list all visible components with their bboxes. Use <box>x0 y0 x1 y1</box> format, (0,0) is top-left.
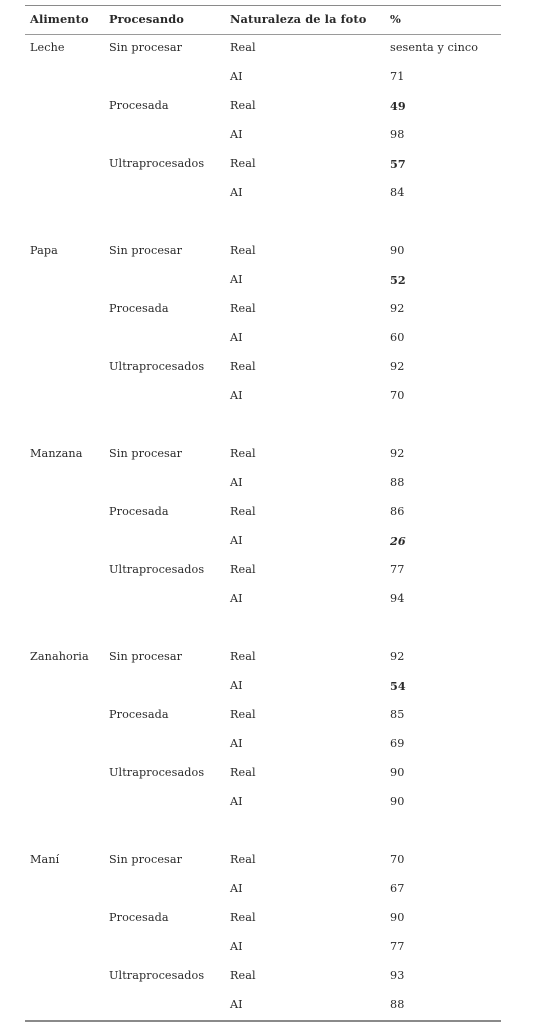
cell-nature: Real <box>230 853 256 866</box>
cell-processing: Sin procesar <box>109 853 183 866</box>
cell-percent: 70 <box>390 389 405 402</box>
cell-nature: AI <box>230 70 243 83</box>
cell-nature: Real <box>230 41 256 54</box>
cell-percent: 84 <box>390 186 405 199</box>
cell-nature: Real <box>230 563 256 576</box>
cell-nature: AI <box>230 534 243 547</box>
cell-nature: AI <box>230 331 243 344</box>
cell-processing: Ultraprocesados <box>109 563 205 576</box>
cell-food: Maní <box>30 853 60 866</box>
cell-percent: 94 <box>390 592 405 605</box>
table-bottom-rule <box>25 1020 501 1022</box>
cell-processing: Sin procesar <box>109 41 183 54</box>
cell-food: Papa <box>30 244 58 257</box>
cell-percent: 90 <box>390 766 405 779</box>
cell-percent: 77 <box>390 940 405 953</box>
cell-nature: Real <box>230 157 256 170</box>
cell-processing: Ultraprocesados <box>109 360 205 373</box>
cell-percent: 90 <box>390 911 405 924</box>
cell-nature: Real <box>230 969 256 982</box>
cell-percent: 70 <box>390 853 405 866</box>
cell-percent: 49 <box>390 99 406 113</box>
cell-percent: 77 <box>390 563 405 576</box>
cell-processing: Procesada <box>109 911 169 924</box>
header-percent: % <box>390 12 401 26</box>
table-header-rule <box>25 34 501 35</box>
cell-nature: Real <box>230 766 256 779</box>
cell-percent: 98 <box>390 128 405 141</box>
header-food: Alimento <box>30 12 89 26</box>
cell-percent: 92 <box>390 650 405 663</box>
cell-percent: 88 <box>390 476 405 489</box>
cell-nature: Real <box>230 650 256 663</box>
cell-percent: 93 <box>390 969 405 982</box>
cell-processing: Procesada <box>109 505 169 518</box>
cell-processing: Sin procesar <box>109 447 183 460</box>
cell-processing: Ultraprocesados <box>109 969 205 982</box>
cell-percent: 85 <box>390 708 405 721</box>
cell-nature: AI <box>230 998 243 1011</box>
cell-nature: AI <box>230 186 243 199</box>
cell-nature: AI <box>230 737 243 750</box>
cell-processing: Procesada <box>109 708 169 721</box>
cell-percent: 52 <box>390 273 406 287</box>
cell-nature: AI <box>230 389 243 402</box>
cell-nature: Real <box>230 360 256 373</box>
cell-percent: 92 <box>390 360 405 373</box>
cell-nature: AI <box>230 476 243 489</box>
cell-nature: Real <box>230 911 256 924</box>
cell-percent: 67 <box>390 882 405 895</box>
cell-nature: AI <box>230 592 243 605</box>
cell-nature: AI <box>230 940 243 953</box>
cell-nature: Real <box>230 708 256 721</box>
cell-percent: 86 <box>390 505 405 518</box>
cell-processing: Sin procesar <box>109 244 183 257</box>
cell-nature: AI <box>230 882 243 895</box>
header-nature: Naturaleza de la foto <box>230 12 367 26</box>
cell-percent: 90 <box>390 795 405 808</box>
cell-processing: Ultraprocesados <box>109 157 205 170</box>
cell-percent: 26 <box>390 534 406 548</box>
cell-nature: Real <box>230 505 256 518</box>
cell-percent: 71 <box>390 70 405 83</box>
cell-food: Zanahoria <box>30 650 89 663</box>
cell-processing: Ultraprocesados <box>109 766 205 779</box>
cell-percent: 60 <box>390 331 405 344</box>
cell-percent: 90 <box>390 244 405 257</box>
header-processing: Procesando <box>109 12 184 26</box>
cell-percent: sesenta y cinco <box>390 41 479 54</box>
cell-nature: AI <box>230 128 243 141</box>
cell-percent: 92 <box>390 302 405 315</box>
cell-nature: Real <box>230 302 256 315</box>
cell-percent: 54 <box>390 679 406 693</box>
cell-percent: 92 <box>390 447 405 460</box>
cell-nature: AI <box>230 795 243 808</box>
cell-nature: AI <box>230 273 243 286</box>
cell-percent: 88 <box>390 998 405 1011</box>
table-top-rule <box>25 5 501 6</box>
cell-processing: Procesada <box>109 302 169 315</box>
cell-nature: Real <box>230 99 256 112</box>
cell-nature: AI <box>230 679 243 692</box>
cell-processing: Sin procesar <box>109 650 183 663</box>
cell-nature: Real <box>230 244 256 257</box>
cell-nature: Real <box>230 447 256 460</box>
cell-percent: 69 <box>390 737 405 750</box>
cell-processing: Procesada <box>109 99 169 112</box>
cell-percent: 57 <box>390 157 406 171</box>
cell-food: Manzana <box>30 447 83 460</box>
cell-food: Leche <box>30 41 65 54</box>
